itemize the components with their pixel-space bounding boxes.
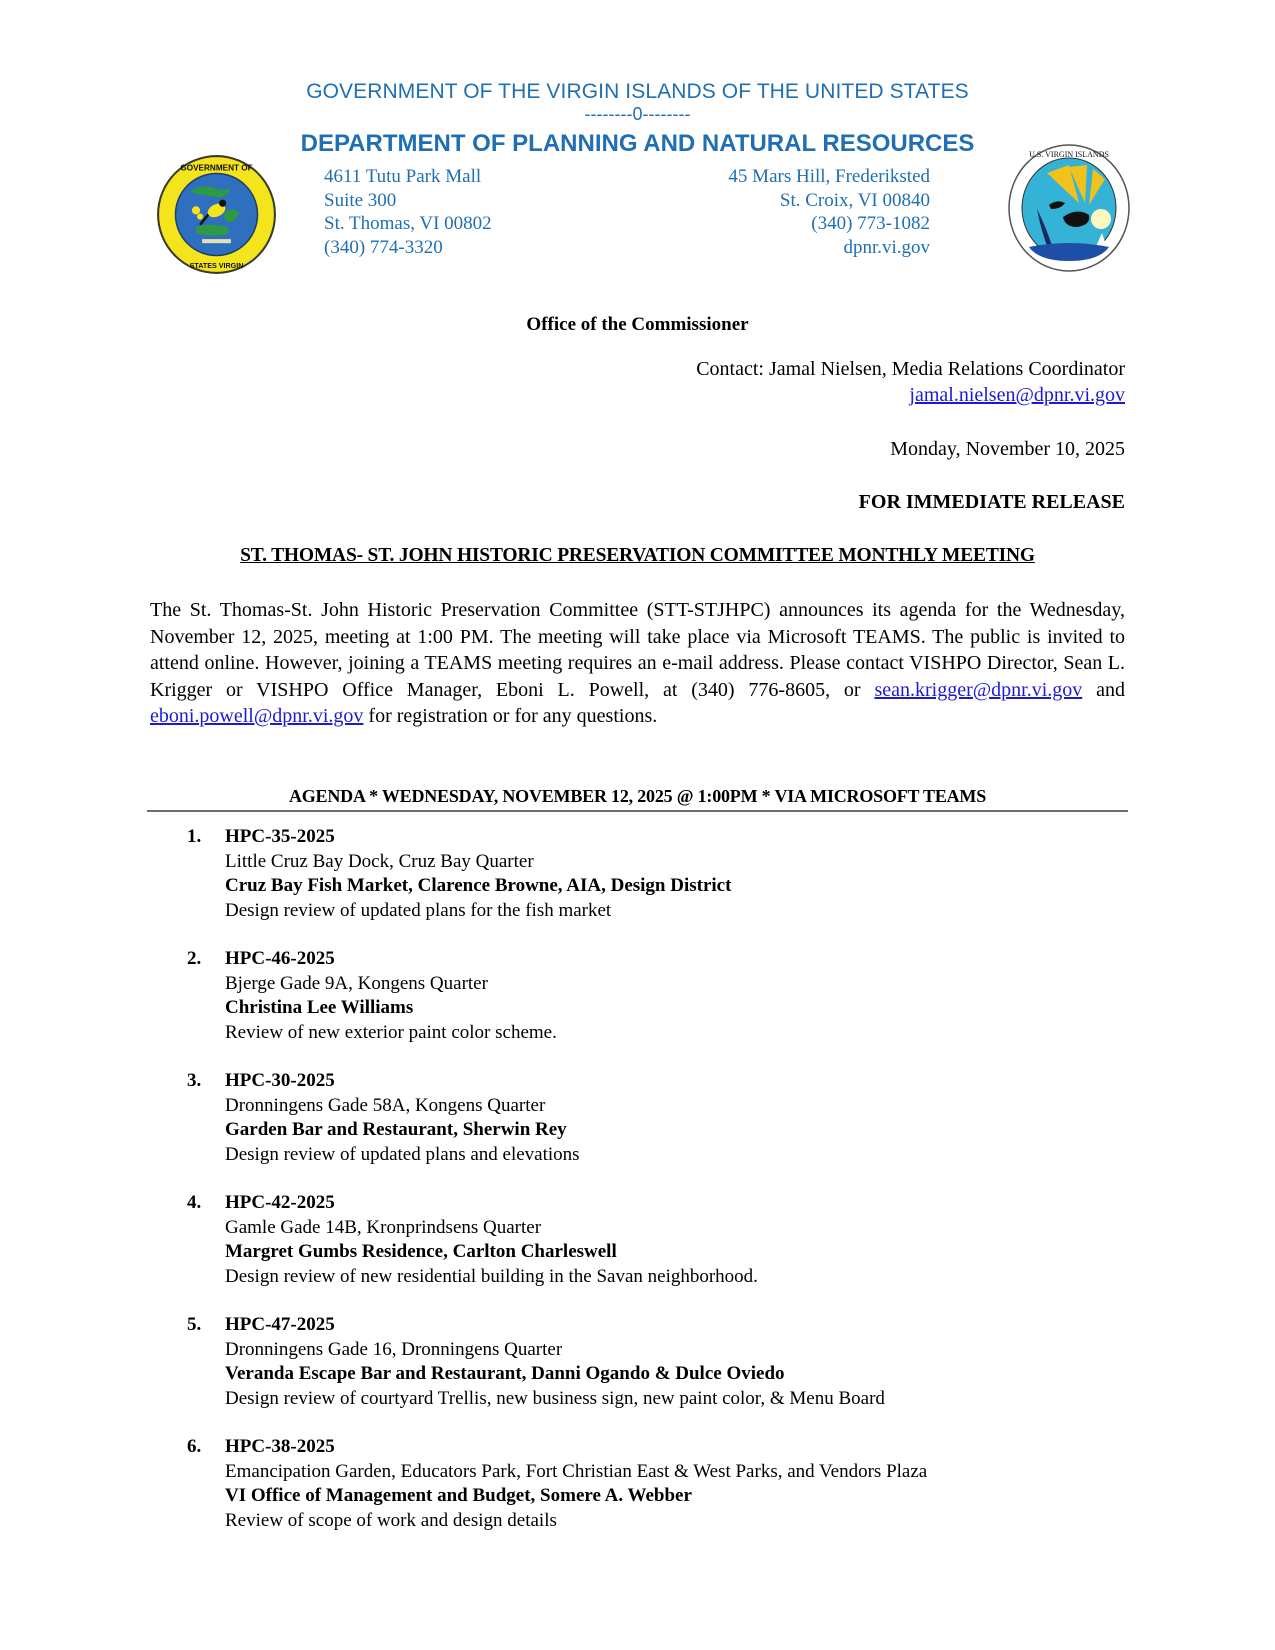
address-line: St. Croix, VI 00840 <box>779 189 930 211</box>
phone-line: (340) 773-1082 <box>811 213 930 234</box>
item-number: 1. <box>187 826 202 847</box>
agenda-divider <box>147 810 1128 812</box>
agenda-heading: AGENDA * WEDNESDAY, NOVEMBER 12, 2025 @ 1:00PM * VIA MICROSOFT TEAMS <box>288 786 987 806</box>
usvi-government-seal-icon <box>155 153 278 276</box>
government-title: GOVERNMENT OF THE VIRGIN ISLANDS OF THE UNITED STATES <box>306 80 969 103</box>
item-number: 6. <box>187 1436 202 1457</box>
item-applicant: Margret Gumbs Residence, Carlton Charleswell <box>225 1241 617 1262</box>
st-thomas-address <box>324 165 492 259</box>
item-number: 5. <box>187 1314 202 1335</box>
director-email-link[interactable]: sean.krigger@dpnr.vi.gov <box>874 678 1083 701</box>
svg-text:U.S. VIRGIN ISLANDS: U.S. VIRGIN ISLANDS <box>1029 150 1109 159</box>
release-label: FOR IMMEDIATE RELEASE <box>858 491 1125 513</box>
address-line: Suite 300 <box>324 189 397 211</box>
item-description: Review of scope of work and design details <box>225 1509 557 1531</box>
item-applicant: Cruz Bay Fish Market, Clarence Browne, AIA, Design District <box>225 875 732 896</box>
item-number: 2. <box>187 948 202 969</box>
announcement-paragraph <box>150 597 1125 730</box>
item-description: Review of new exterior paint color scheme. <box>225 1021 557 1043</box>
website-line: dpnr.vi.gov <box>843 236 930 258</box>
item-description: Design review of new residential building in the Savan neighborhood. <box>225 1265 758 1287</box>
paragraph-text: The St. Thomas-St. John Historic Preservation Committee (STT-STJHPC) announces its agenda for the Wednesday, November 12, 2025, meeting at 1:00 PM. The meeting will take place via Microsoft TEAMS. The public is invited to attend online. However, joining a TEAMS meeting requires an e-mail address. Please contact VISHPO Director, Sean L. Krigger or VISHPO Office Manager, Eboni L. Powell, at (340) 776-8605, or <box>150 599 1125 701</box>
case-number: HPC-46-2025 <box>225 948 335 969</box>
press-release-headline: ST. THOMAS- ST. JOHN HISTORIC PRESERVATION COMMITTEE MONTHLY MEETING <box>240 545 1035 566</box>
case-number: HPC-30-2025 <box>225 1070 335 1091</box>
dpnr-seal-icon <box>1007 143 1131 273</box>
address-line: St. Thomas, VI 00802 <box>324 213 492 234</box>
department-title: DEPARTMENT OF PLANNING AND NATURAL RESOURCES <box>300 130 975 157</box>
item-description: Design review of courtyard Trellis, new business sign, new paint color, & Menu Board <box>225 1387 885 1409</box>
item-description: Design review of updated plans for the fish market <box>225 899 612 921</box>
st-croix-address <box>640 165 930 259</box>
item-location: Dronningens Gade 16, Dronningens Quarter <box>225 1338 563 1360</box>
address-line: 4611 Tutu Park Mall <box>324 166 482 187</box>
contact-email-link[interactable]: jamal.nielsen@dpnr.vi.gov <box>909 384 1125 406</box>
item-applicant: Garden Bar and Restaurant, Sherwin Rey <box>225 1119 567 1140</box>
address-line: 45 Mars Hill, Frederiksted <box>728 166 930 187</box>
office-heading: Office of the Commissioner <box>526 314 749 335</box>
letterhead-separator: --------0-------- <box>584 104 691 124</box>
item-location: Little Cruz Bay Dock, Cruz Bay Quarter <box>225 850 534 872</box>
phone-line: (340) 774-3320 <box>324 236 443 258</box>
case-number: HPC-42-2025 <box>225 1192 335 1213</box>
paragraph-text: and <box>1082 678 1125 701</box>
release-date: Monday, November 10, 2025 <box>890 438 1125 460</box>
office-manager-email-link[interactable]: eboni.powell@dpnr.vi.gov <box>150 705 364 727</box>
case-number: HPC-47-2025 <box>225 1314 335 1335</box>
item-applicant: VI Office of Management and Budget, Somere A. Webber <box>225 1485 692 1506</box>
item-location: Gamle Gade 14B, Kronprindsens Quarter <box>225 1216 542 1238</box>
item-location: Emancipation Garden, Educators Park, Fort Christian East & West Parks, and Vendors Plaza <box>225 1460 928 1482</box>
contact-line: Contact: Jamal Nielsen, Media Relations Coordinator <box>696 358 1125 380</box>
svg-text:STATES VIRGIN: STATES VIRGIN <box>189 261 244 270</box>
paragraph-text: for registration or for any questions. <box>363 705 658 727</box>
case-number: HPC-35-2025 <box>225 826 335 847</box>
item-location: Bjerge Gade 9A, Kongens Quarter <box>225 972 488 994</box>
item-location: Dronningens Gade 58A, Kongens Quarter <box>225 1094 546 1116</box>
case-number: HPC-38-2025 <box>225 1436 335 1457</box>
svg-text:GOVERNMENT OF: GOVERNMENT OF <box>180 163 253 173</box>
item-description: Design review of updated plans and elevations <box>225 1143 580 1165</box>
item-applicant: Veranda Escape Bar and Restaurant, Danni Ogando & Dulce Oviedo <box>225 1363 785 1384</box>
item-number: 3. <box>187 1070 202 1091</box>
item-applicant: Christina Lee Williams <box>225 997 414 1018</box>
item-number: 4. <box>187 1192 202 1213</box>
